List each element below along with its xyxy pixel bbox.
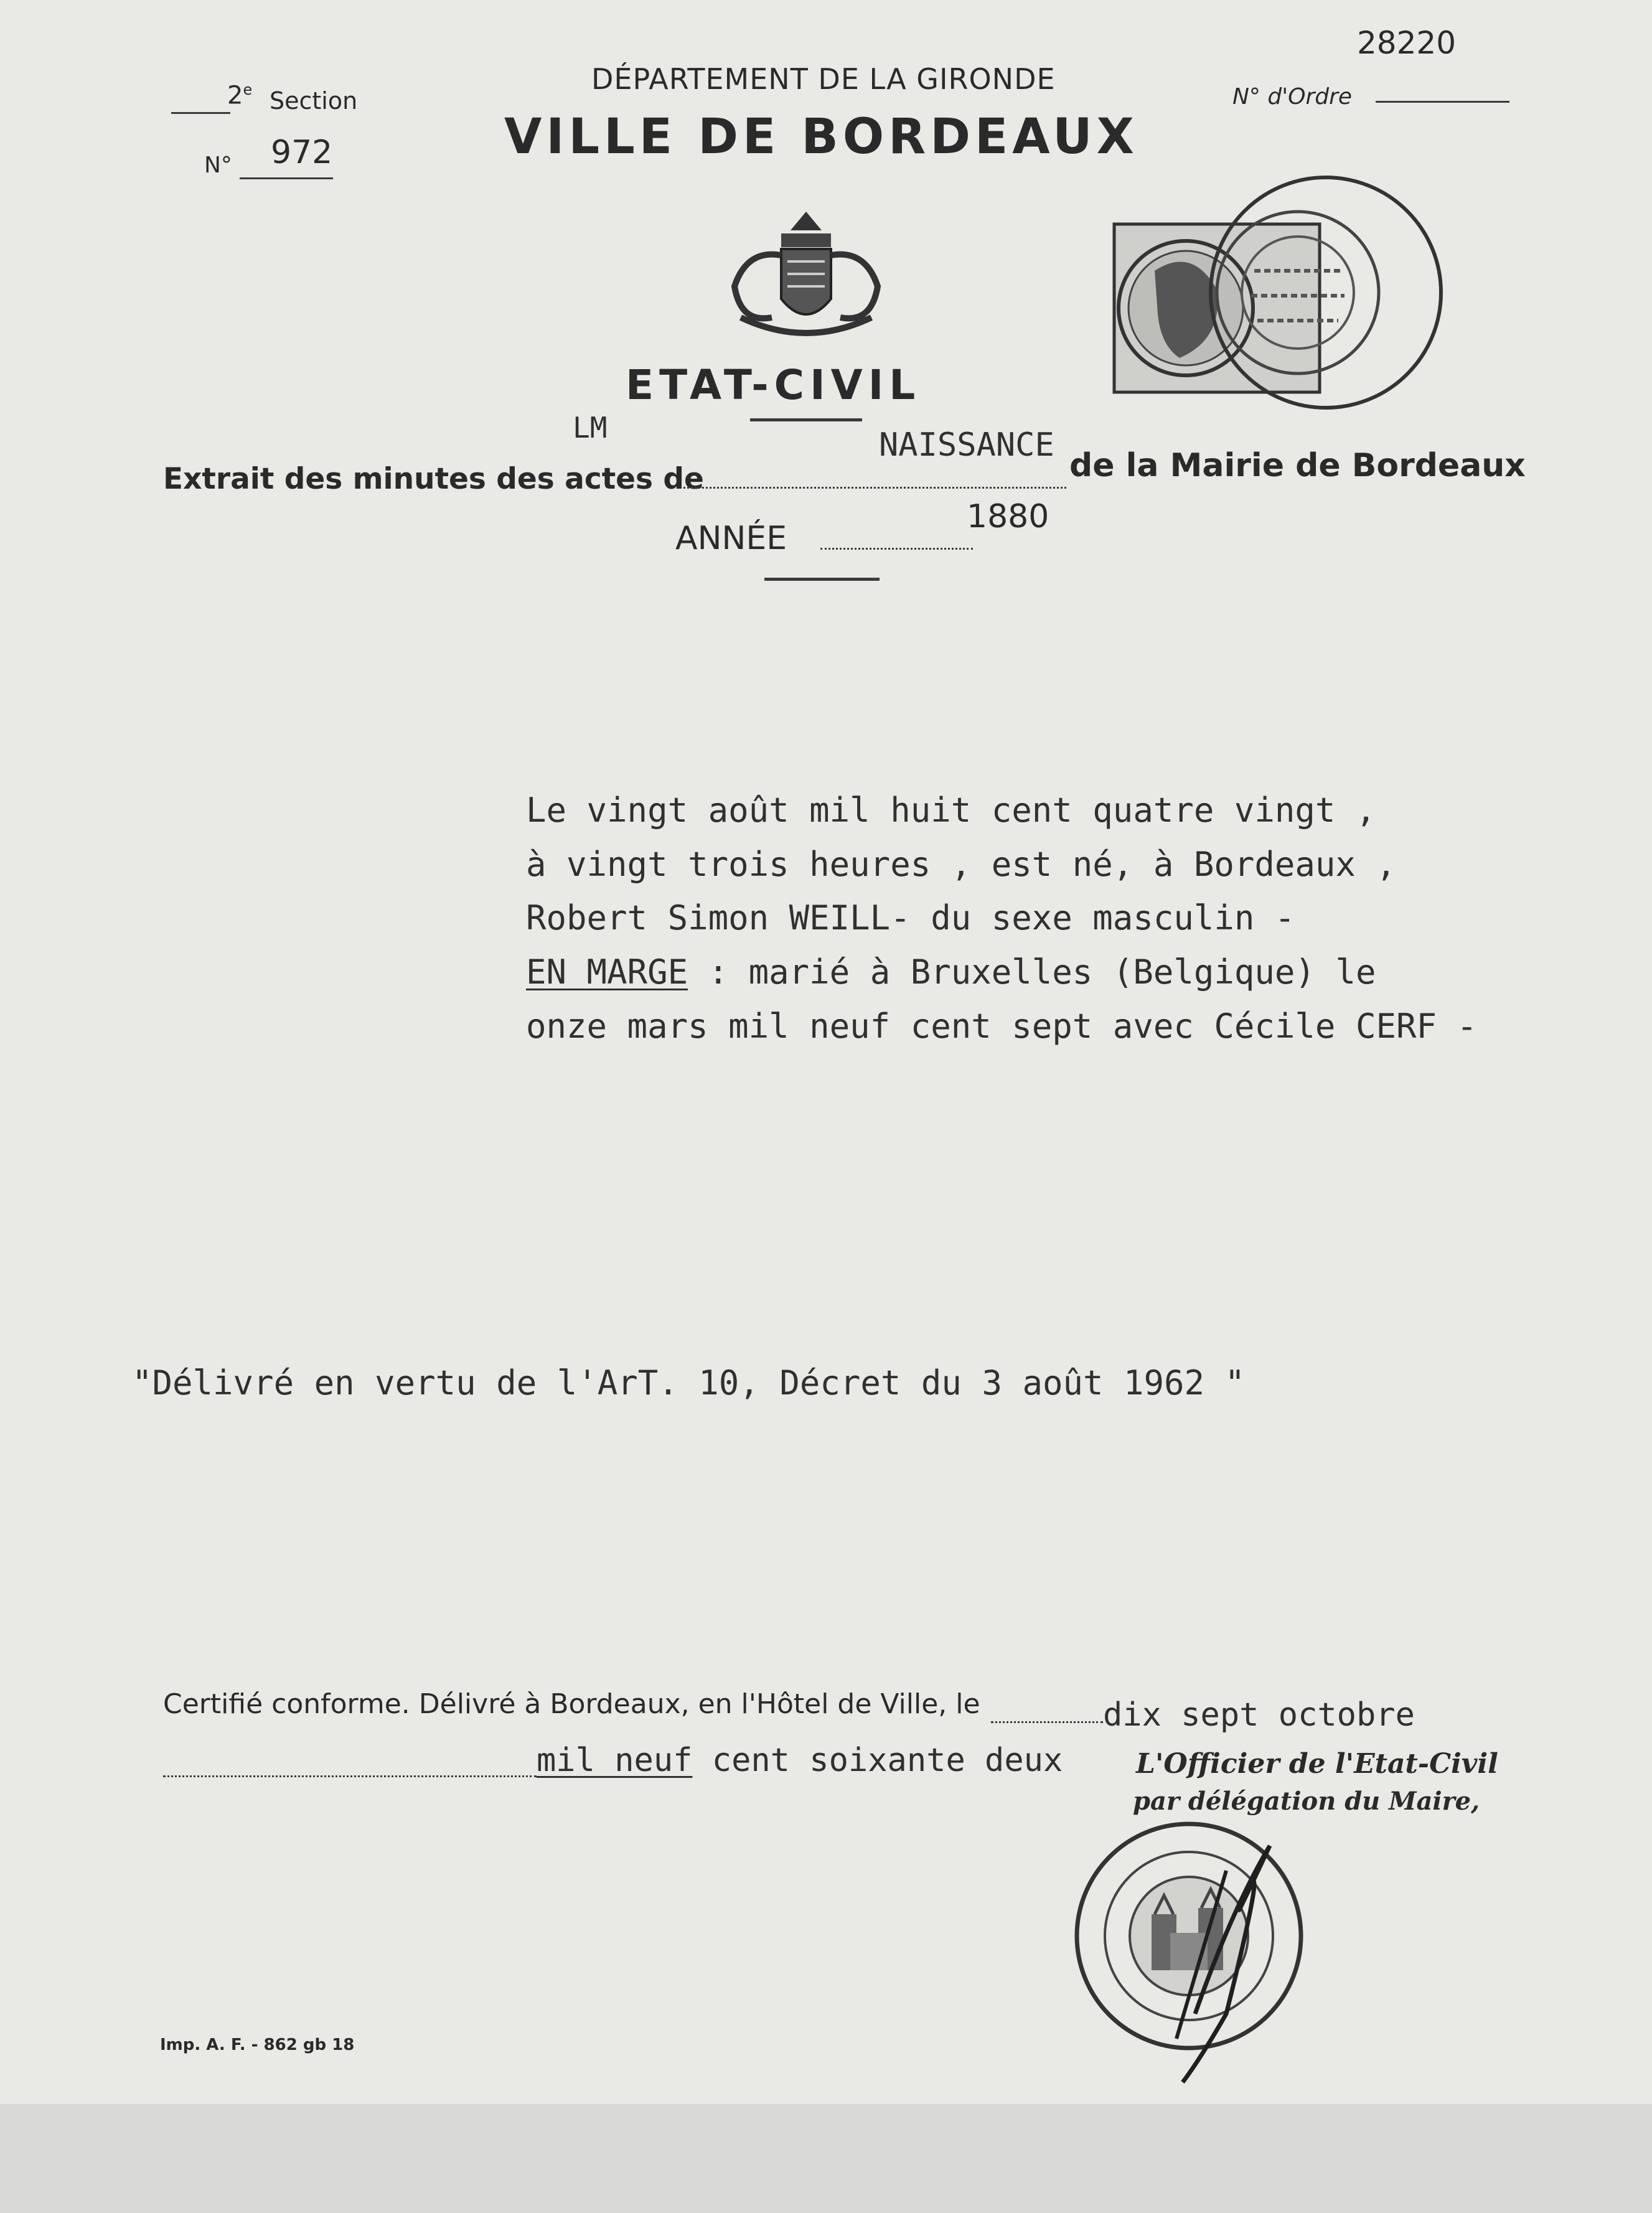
service-title: ETAT-CIVIL (626, 361, 921, 409)
date-part-2-rest: cent soixante deux (692, 1742, 1063, 1779)
section-line (171, 112, 230, 114)
mairie-label: de la Mairie de Bordeaux (1069, 447, 1526, 484)
section-label: Section (270, 87, 358, 115)
section-number: 2e (227, 81, 253, 110)
date-part-2 (537, 1742, 1063, 1779)
date-line-1 (991, 1721, 1103, 1723)
date-line-2 (163, 1775, 537, 1777)
official-seal-icon (1064, 1808, 1326, 2082)
department-title: DÉPARTEMENT DE LA GIRONDE (591, 62, 1056, 96)
decree-text: "Délivré en vertu de l'ArT. 10, Décret du 3 août 1962 " (132, 1363, 1246, 1403)
ordre-value: 28220 (1357, 25, 1457, 61)
number-value: 972 (271, 134, 333, 171)
ordre-line (1376, 101, 1509, 103)
initials: LM (573, 411, 608, 444)
body-line-4 (526, 952, 1376, 992)
fiscal-stamp-icon (1111, 171, 1509, 433)
marge-label: EN MARGE (526, 952, 688, 992)
marge-text: : marié à Bruxelles (Belgique) le (688, 952, 1376, 992)
date-part-1: dix sept octobre (1103, 1696, 1415, 1734)
printer-mark: Imp. A. F. - 862 gb 18 (160, 2036, 355, 2054)
act-type: NAISSANCE (879, 426, 1054, 464)
ordre-label: N° d'Ordre (1232, 84, 1353, 110)
officer-title: L'Officier de l'Etat-Civil (1136, 1748, 1498, 1780)
body-line-1: Le vingt août mil huit cent quatre vingt , (526, 791, 1376, 830)
certification-text: Certifié conforme. Délivré à Bordeaux, en l'Hôtel de Ville, le (163, 1688, 980, 1720)
act-type-line (683, 487, 1066, 489)
body-line-3: Robert Simon WEILL- du sexe masculin - (526, 898, 1295, 937)
body-line-5: onze mars mil neuf cent sept avec Cécile CERF - (526, 1007, 1478, 1046)
coat-of-arms-icon (722, 205, 890, 342)
number-line (240, 177, 333, 179)
year-underline (764, 578, 880, 581)
year-value: 1880 (967, 498, 1049, 535)
officer-delegation: par délégation du Maire, (1133, 1787, 1480, 1816)
service-underline (750, 418, 862, 421)
number-label: N° (204, 153, 232, 178)
year-label: ANNÉE (675, 520, 787, 557)
city-title: VILLE DE BORDEAUX (504, 109, 1138, 165)
year-line (820, 548, 973, 550)
extract-label: Extrait des minutes des actes de (163, 462, 704, 496)
date-part-2-underlined: mil neuf (537, 1742, 693, 1779)
body-line-2: à vingt trois heures , est né, à Bordeaux , (526, 845, 1396, 884)
